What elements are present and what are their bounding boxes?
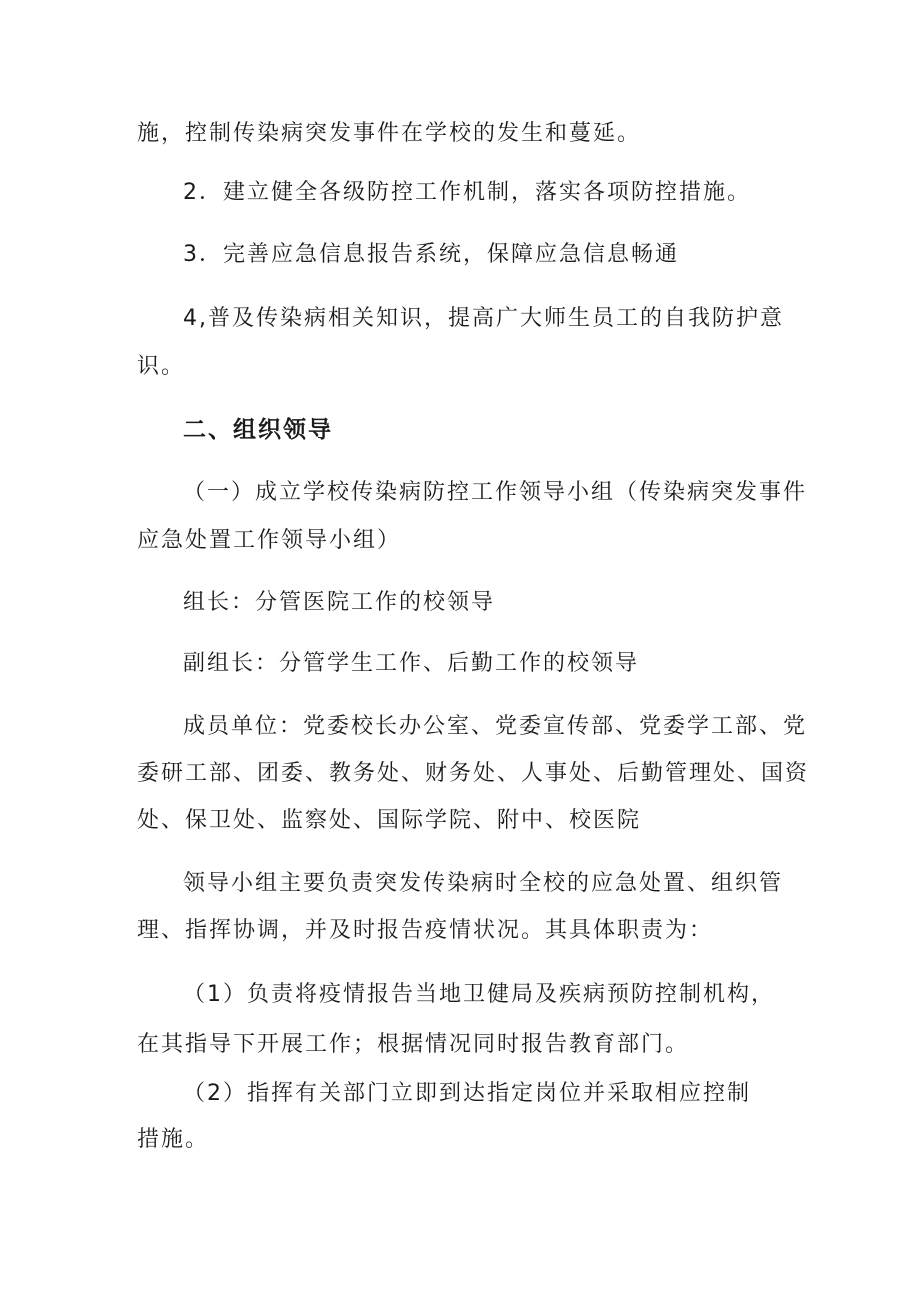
paragraph-line: 应急处置工作领导小组）	[137, 528, 402, 553]
paragraph-line: 措施。	[137, 1127, 210, 1152]
paragraph-line: 成员单位：党委校长办公室、党委宣传部、党委学工部、党	[183, 714, 808, 739]
paragraph-line: 3．完善应急信息报告系统，保障应急信息畅通	[183, 242, 679, 267]
paragraph-line: 处、保卫处、监察处、国际学院、附中、校医院	[137, 808, 642, 833]
paragraph-line: 4,普及传染病相关知识，提高广大师生员工的自我防护意	[183, 306, 784, 331]
paragraph-line: （一）成立学校传染病防控工作领导小组（传染病突发事件	[183, 480, 808, 505]
paragraph-line: 2．建立健全各级防控工作机制，落实各项防控措施。	[183, 180, 751, 205]
paragraph-line: 委研工部、团委、教务处、财务处、人事处、后勤管理处、国资	[137, 761, 810, 786]
paragraph-line: 在其指导下开展工作；根据情况同时报告教育部门。	[137, 1032, 690, 1057]
paragraph-line: （1）负责将疫情报告当地卫健局及疾病预防控制机构，	[183, 982, 775, 1007]
paragraph-line: 施，控制传染病突发事件在学校的发生和蔓延。	[137, 121, 642, 146]
paragraph-line: 领导小组主要负责突发传染病时全校的应急处置、组织管	[183, 871, 784, 896]
paragraph-line: 理、指挥协调，并及时报告疫情状况。其具体职责为：	[137, 918, 714, 943]
section-heading: 二、组织领导	[183, 417, 333, 443]
paragraph-line: 识。	[137, 354, 186, 379]
paragraph-line: （2）指挥有关部门立即到达指定岗位并采取相应控制	[183, 1081, 751, 1106]
paragraph-line: 副组长：分管学生工作、后勤工作的校领导	[183, 651, 640, 676]
paragraph-line: 组长：分管医院工作的校领导	[183, 590, 496, 615]
